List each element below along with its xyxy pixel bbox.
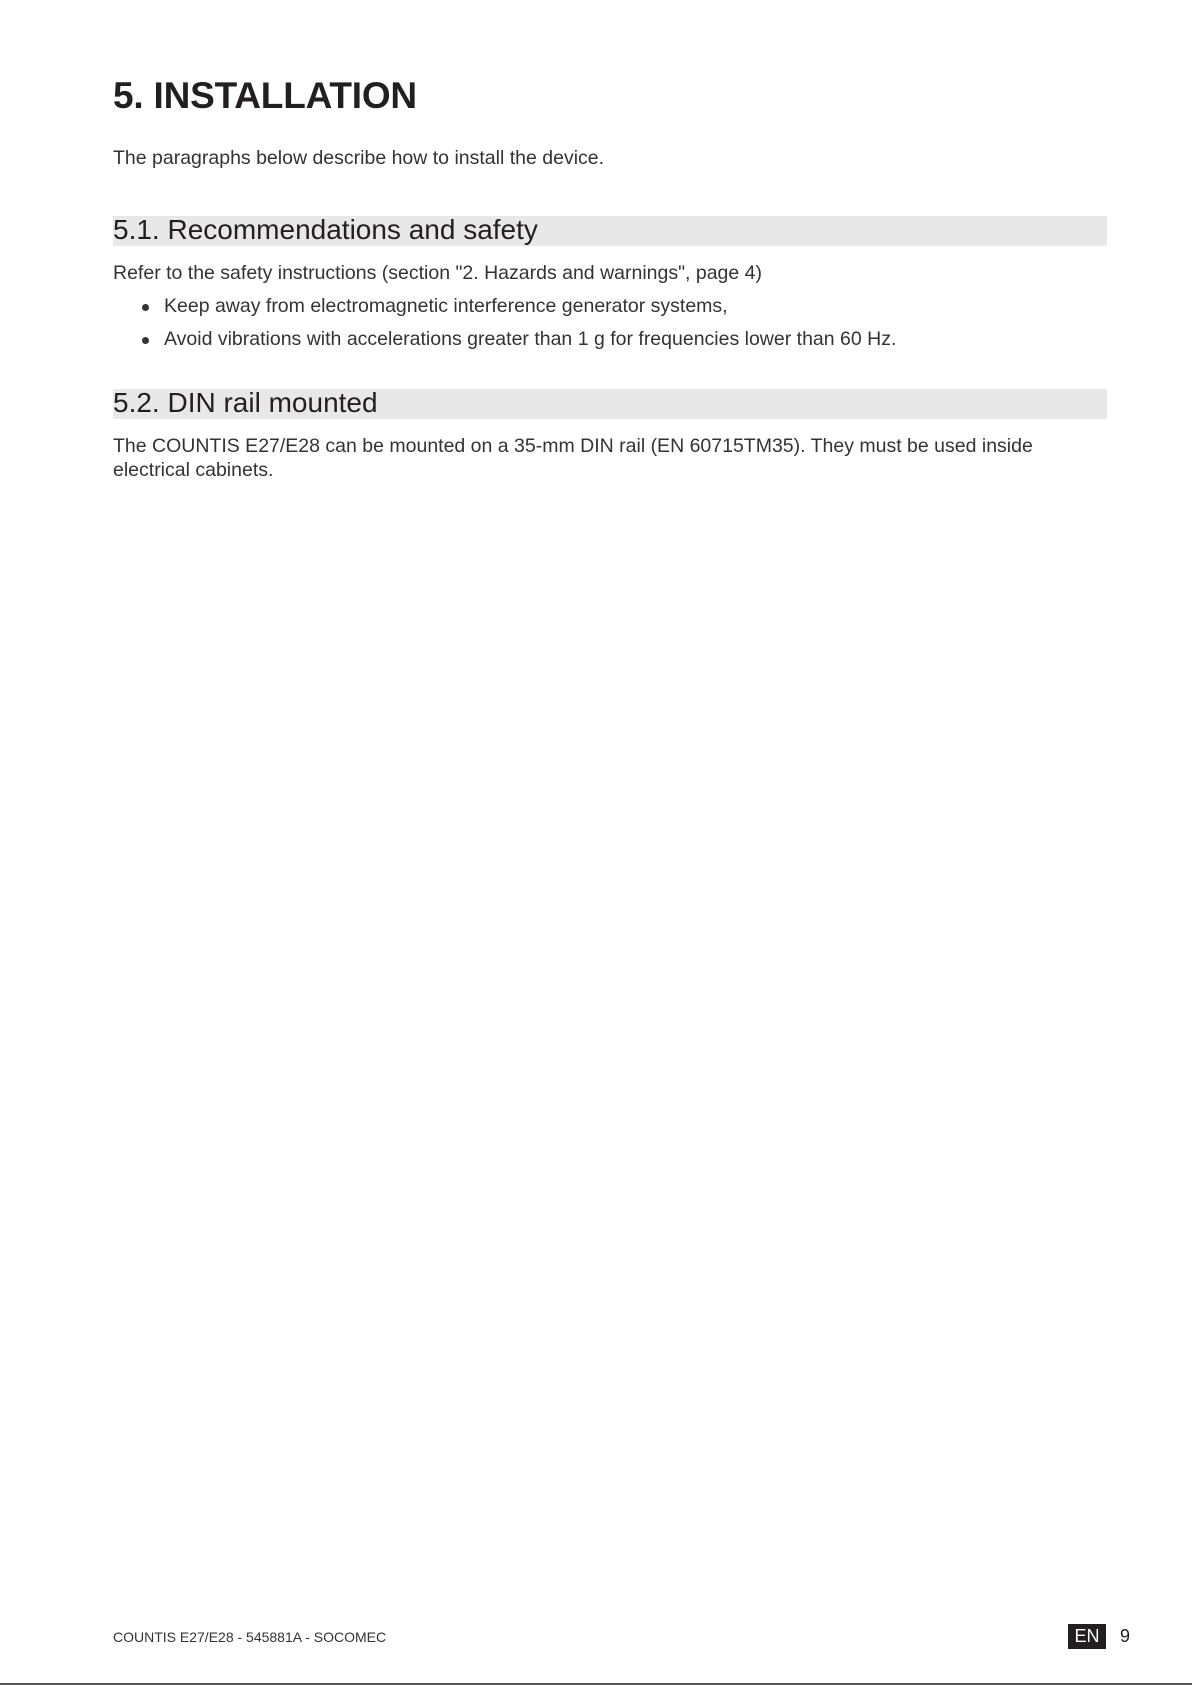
page-content xyxy=(113,70,1107,482)
language-badge: EN xyxy=(1068,1624,1106,1649)
section-heading-recommendations xyxy=(113,216,1107,246)
page-title: 5. INSTALLATION xyxy=(113,75,417,116)
list-item xyxy=(113,327,1107,351)
section-heading-text: 5.2. DIN rail mounted xyxy=(113,387,378,418)
list-item xyxy=(113,294,1107,318)
page-number: 9 xyxy=(1120,1626,1131,1646)
list-item-text: Keep away from electromagnetic interference generator systems, xyxy=(164,295,728,317)
footer-doc-reference: COUNTIS E27/E28 - 545881A - SOCOMEC xyxy=(113,1629,387,1645)
list-item-text: Avoid vibrations with accelerations greater than 1 g for frequencies lower than 60 Hz. xyxy=(164,328,897,350)
section-heading-text: 5.1. Recommendations and safety xyxy=(113,214,538,245)
safety-bullet-list xyxy=(113,294,1107,351)
intro-paragraph: The paragraphs below describe how to install the device. xyxy=(113,147,605,169)
bullet-icon xyxy=(142,337,149,344)
safety-reference-paragraph: Refer to the safety instructions (section "2. Hazards and warnings", page 4) xyxy=(113,262,763,284)
din-rail-paragraph: The COUNTIS E27/E28 can be mounted on a 35-mm DIN rail (EN 60715TM35). They must be used inside electrical cabinets. xyxy=(113,435,1033,481)
bullet-icon xyxy=(142,304,149,311)
section-heading-din-rail xyxy=(113,389,1107,419)
